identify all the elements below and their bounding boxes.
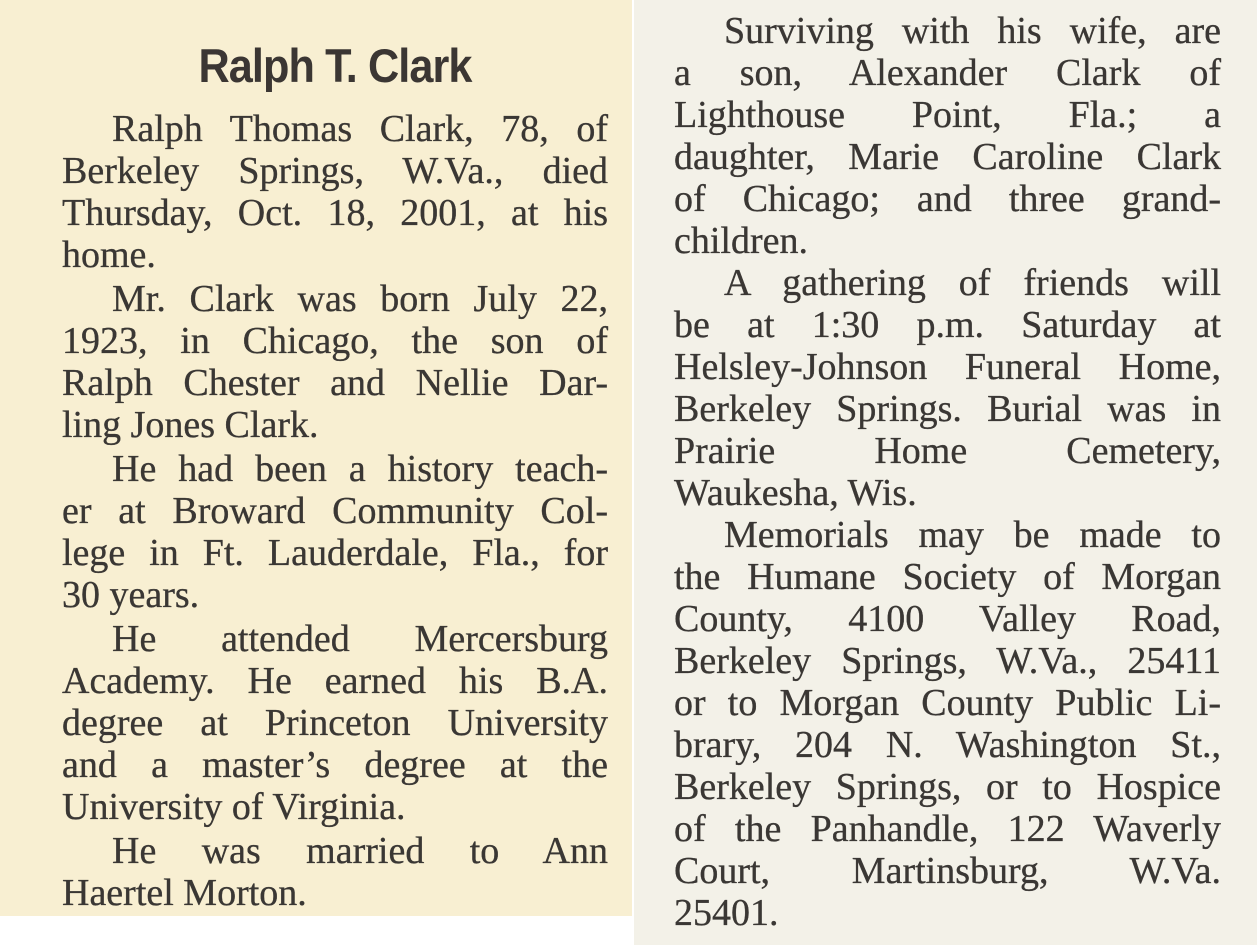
text-line: children. — [674, 220, 809, 262]
text-line: a son, Alexander Clark of — [674, 52, 1221, 94]
text-line: the Humane Society of Morgan — [674, 556, 1221, 598]
text-line: Surviving with his wife, are — [724, 10, 1221, 52]
text-line: Helsley-Johnson Funeral Home, — [674, 346, 1221, 388]
obituary-clipping-right — [634, 0, 1257, 945]
text-line: or to Morgan County Public Li- — [674, 682, 1221, 724]
text-line: and a master’s degree at the — [62, 744, 608, 786]
left-column-text — [62, 108, 608, 914]
text-line: brary, 204 N. Washington St., — [674, 724, 1221, 766]
text-line: Berkeley Springs, W.Va., 25411 — [674, 640, 1221, 682]
paragraph — [62, 618, 608, 828]
text-line: Waukesha, Wis. — [674, 472, 917, 514]
text-line: ling Jones Clark. — [62, 404, 319, 446]
text-line: Haertel Morton. — [62, 872, 307, 914]
paragraph — [62, 108, 608, 276]
obituary-clipping-left — [0, 0, 632, 916]
blank-margin — [0, 916, 632, 945]
text-line: A gathering of friends will — [724, 262, 1221, 304]
obituary-headline: Ralph T. Clark — [198, 39, 472, 92]
text-line: be at 1:30 p.m. Saturday at — [674, 304, 1221, 346]
text-line: Mr. Clark was born July 22, — [112, 278, 608, 320]
paragraph — [674, 514, 1221, 934]
text-line: Academy. He earned his B.A. — [62, 660, 608, 702]
text-line: Ralph Thomas Clark, 78, of — [112, 108, 608, 150]
text-line: daughter, Marie Caroline Clark — [674, 136, 1221, 178]
text-line: Memorials may be made to — [724, 514, 1221, 556]
paragraph — [674, 262, 1221, 514]
text-line: Thursday, Oct. 18, 2001, at his — [62, 192, 608, 234]
text-line: Berkeley Springs. Burial was in — [674, 388, 1221, 430]
right-column-text — [674, 10, 1221, 934]
text-line: Berkeley Springs, or to Hospice — [674, 766, 1221, 808]
text-line: of Chicago; and three grand- — [674, 178, 1221, 220]
text-line: He was married to Ann — [112, 830, 608, 872]
text-line: He had been a history teach- — [112, 448, 608, 490]
text-line: 25401. — [674, 892, 779, 934]
text-line: home. — [62, 234, 156, 276]
text-line: of the Panhandle, 122 Waverly — [674, 808, 1221, 850]
text-line: Prairie Home Cemetery, — [674, 430, 1221, 472]
text-line: er at Broward Community Col- — [62, 490, 608, 532]
text-line: County, 4100 Valley Road, — [674, 598, 1221, 640]
text-line: degree at Princeton University — [62, 702, 608, 744]
paragraph — [62, 448, 608, 616]
text-line: He attended Mercersburg — [112, 618, 608, 660]
text-line: 30 years. — [62, 574, 200, 616]
text-line: University of Virginia. — [62, 786, 406, 828]
text-line: lege in Ft. Lauderdale, Fla., for — [62, 532, 608, 574]
text-line: Berkeley Springs, W.Va., died — [62, 150, 608, 192]
text-line: Lighthouse Point, Fla.; a — [674, 94, 1221, 136]
paragraph — [62, 278, 608, 446]
paragraph — [62, 830, 608, 914]
text-line: Court, Martinsburg, W.Va. — [674, 850, 1221, 892]
paragraph — [674, 10, 1221, 262]
text-line: 1923, in Chicago, the son of — [62, 320, 608, 362]
text-line: Ralph Chester and Nellie Dar- — [62, 362, 608, 404]
